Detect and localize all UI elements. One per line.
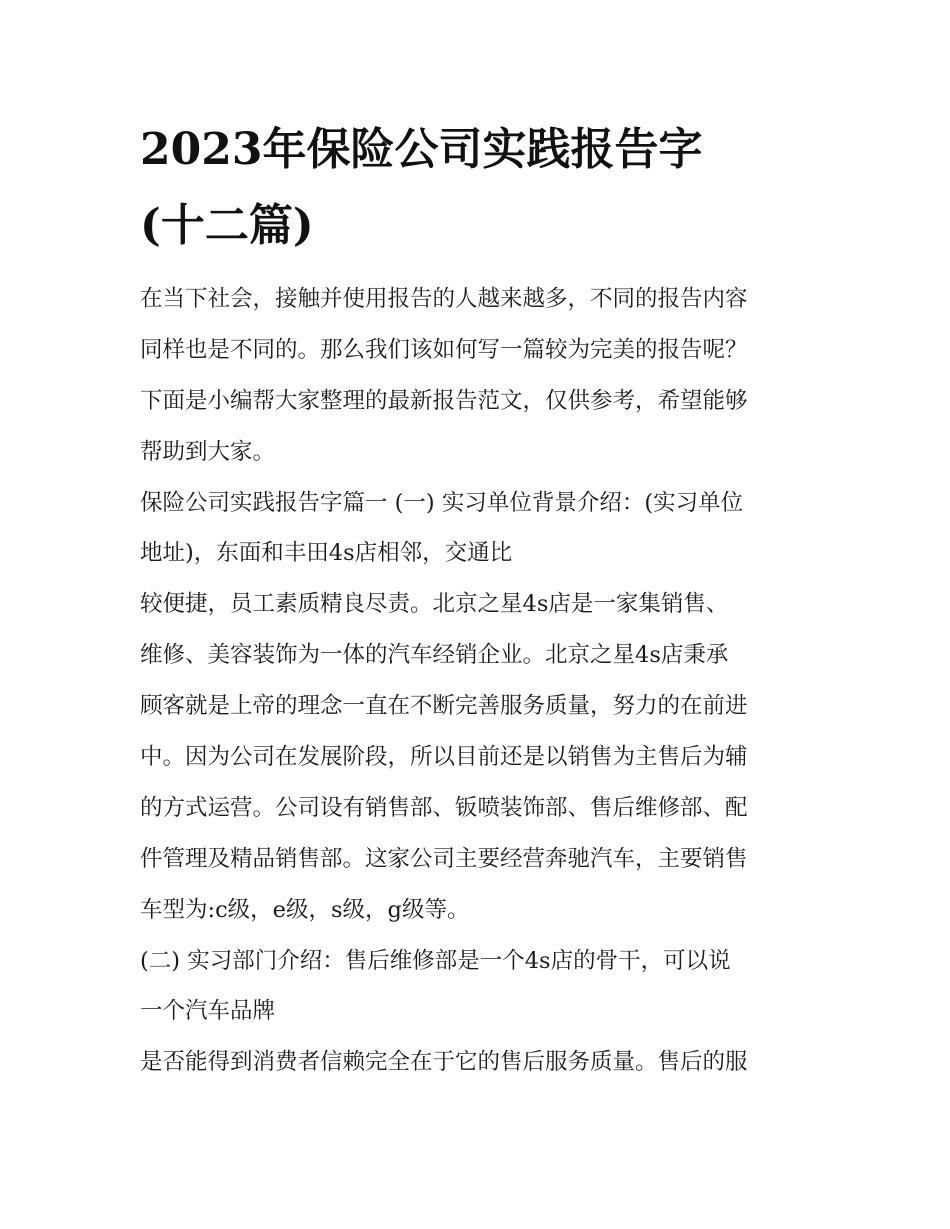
body-line: 车型为:c级，e级，s级，g级等。 xyxy=(140,896,470,923)
body-line: (二) 实习部门介绍：售后维修部是一个4s店的骨干，可以说 xyxy=(140,947,731,974)
body-line: 件管理及精品销售部。这家公司主要经营奔驰汽车，主要销售 xyxy=(140,845,748,872)
body-line: 下面是小编帮大家整理的最新报告范文，仅供参考，希望能够 xyxy=(140,387,748,414)
title-line: (十二篇) xyxy=(140,200,314,251)
body-line: 地址)，东面和丰田4s店相邻，交通比 xyxy=(140,540,513,567)
body-line: 较便捷，员工素质精良尽责。北京之星4s店是一家集销售、 xyxy=(140,591,729,618)
body-line: 顾客就是上帝的理念一直在不断完善服务质量，努力的在前进 xyxy=(140,693,748,720)
body-line: 同样也是不同的。那么我们该如何写一篇较为完美的报告呢？ xyxy=(140,336,748,363)
body-line: 的方式运营。公司设有销售部、钣喷装饰部、售后维修部、配 xyxy=(140,794,748,821)
body-line: 帮助到大家。 xyxy=(140,438,276,465)
body-line: 保险公司实践报告字篇一 (一) 实习单位背景介绍：(实习单位 xyxy=(140,489,744,516)
title-line: 2023年保险公司实践报告字 xyxy=(140,124,703,175)
body-line: 是否能得到消费者信赖完全在于它的售后服务质量。售后的服 xyxy=(140,1049,748,1076)
body-line: 在当下社会，接触并使用报告的人越来越多，不同的报告内容 xyxy=(140,286,748,312)
body-line: 维修、美容装饰为一体的汽车经销企业。北京之星4s店秉承 xyxy=(140,642,729,669)
body-line: 中。因为公司在发展阶段，所以目前还是以销售为主售后为辅 xyxy=(140,744,748,771)
body-line: 一个汽车品牌 xyxy=(140,998,276,1025)
document-body xyxy=(140,274,830,1088)
document-title xyxy=(140,112,840,264)
